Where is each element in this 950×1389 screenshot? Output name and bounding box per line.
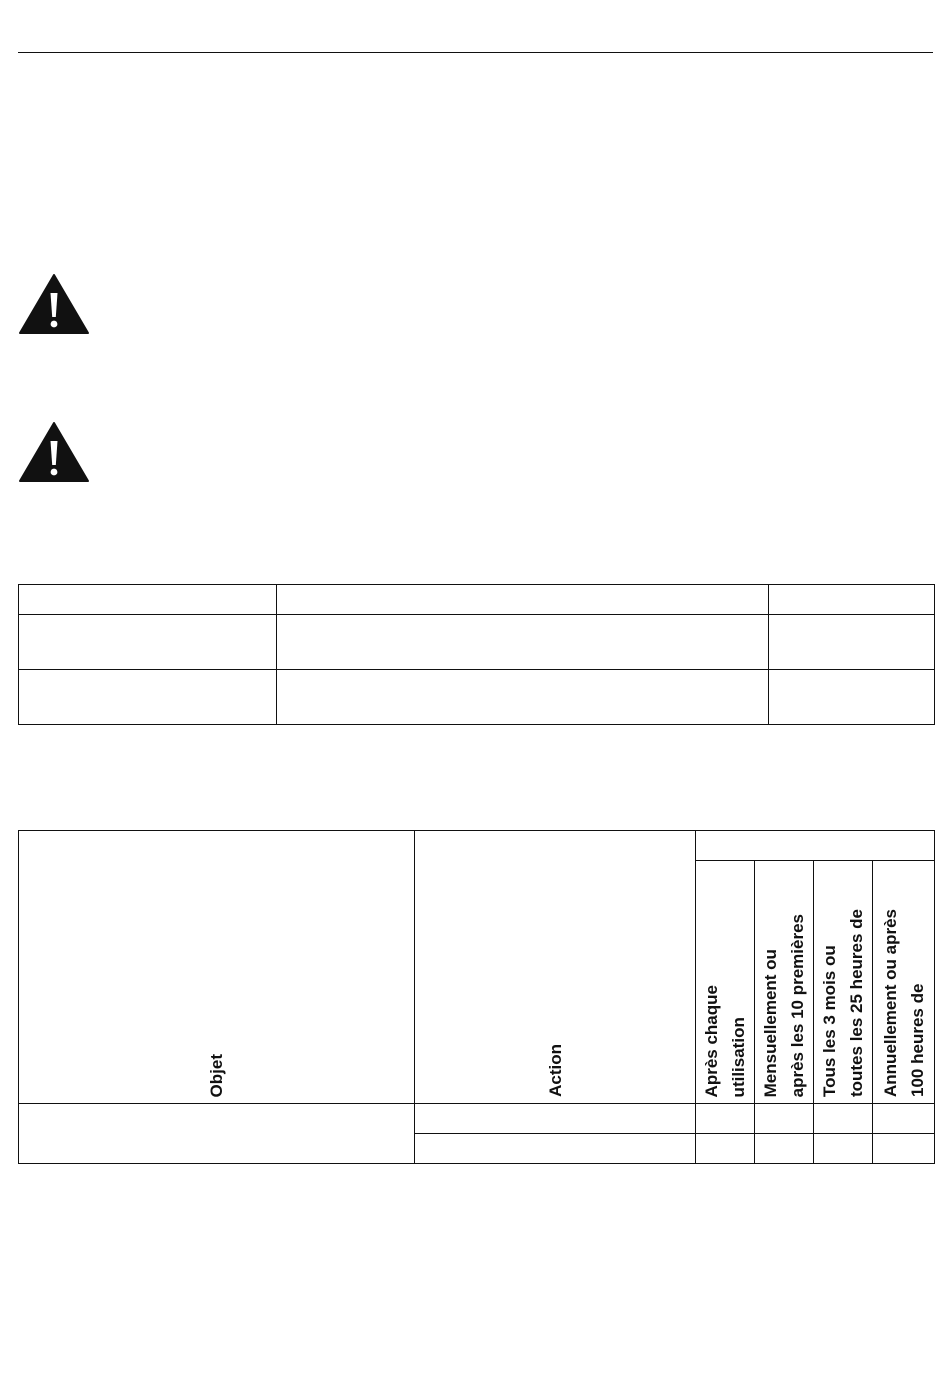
- info-table: [18, 584, 935, 725]
- interval-header-monthly: Mensuellement ou après les 10 premières: [755, 861, 814, 1104]
- table-cell: [769, 615, 935, 670]
- interval-group-header: [696, 831, 935, 861]
- table-cell: [755, 1134, 814, 1164]
- maintenance-schedule-table: [18, 830, 935, 1164]
- table-cell: [277, 615, 769, 670]
- table-cell: [814, 1134, 873, 1164]
- table-cell: [19, 585, 277, 615]
- table-cell: [814, 1104, 873, 1134]
- table-row: [19, 615, 935, 670]
- object-column-header: Objet: [19, 831, 415, 1104]
- table-cell: [19, 615, 277, 670]
- table-cell: [769, 670, 935, 725]
- interval-header-after-use: Après chaque utilisation: [696, 861, 755, 1104]
- table-cell: [873, 1134, 935, 1164]
- table-cell: [19, 670, 277, 725]
- warning-triangle-icon: [18, 273, 90, 335]
- table-cell: [277, 585, 769, 615]
- table-cell: [873, 1104, 935, 1134]
- warning-triangle-icon: [18, 421, 90, 483]
- table-cell: [19, 1104, 415, 1164]
- header-rule: [18, 52, 933, 53]
- action-column-header: Action: [415, 831, 696, 1104]
- table-row: [19, 1104, 935, 1134]
- interval-header-quarterly: Tous les 3 mois ou toutes les 25 heures de: [814, 861, 873, 1104]
- table-cell: [696, 1134, 755, 1164]
- table-cell: [769, 585, 935, 615]
- table-cell: [277, 670, 769, 725]
- interval-header-annually: Annuellement ou après 100 heures de: [873, 861, 935, 1104]
- table-cell: [415, 1104, 696, 1134]
- table-cell: [696, 1104, 755, 1134]
- table-cell: [755, 1104, 814, 1134]
- table-row: [19, 670, 935, 725]
- table-row: [19, 585, 935, 615]
- table-header-row: [19, 831, 935, 861]
- table-cell: [415, 1134, 696, 1164]
